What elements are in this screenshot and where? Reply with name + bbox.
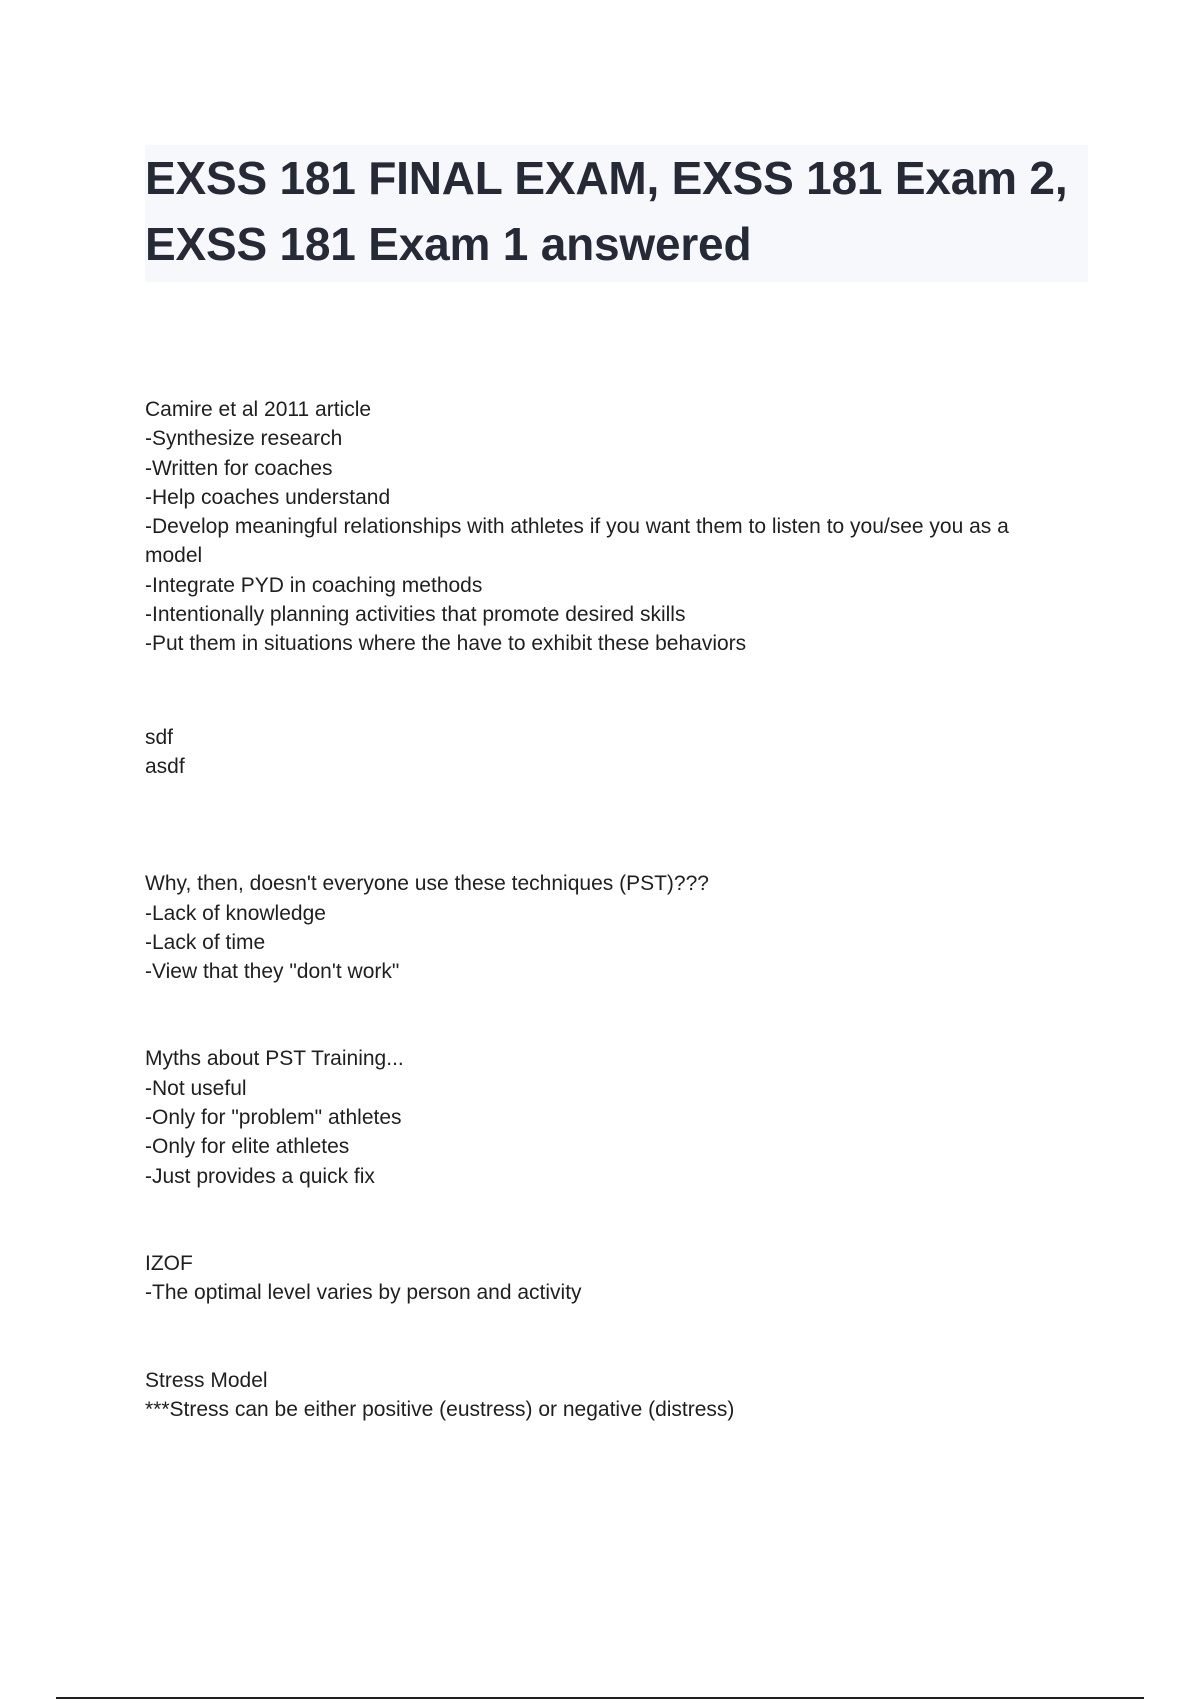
bullet-line: -View that they "don't work"	[145, 960, 400, 984]
bullet-line: -Lack of knowledge	[145, 901, 326, 925]
section-heading: IZOF	[145, 1251, 193, 1275]
section-heading: Myths about PST Training...	[145, 1047, 404, 1071]
document-title	[145, 145, 1088, 277]
section-sdf	[145, 723, 1085, 782]
bullet-line: -The optimal level varies by person and activity	[145, 1281, 582, 1305]
bullet-line: -Help coaches understand	[145, 485, 391, 509]
section-heading: sdf	[145, 725, 174, 749]
title-block	[145, 145, 1088, 282]
section-izof	[145, 1249, 1085, 1308]
body-line: asdf	[145, 754, 185, 778]
footer-divider	[56, 1697, 1144, 1699]
document-title-line: EXSS 181 FINAL EXAM, EXSS 181 Exam 2,	[145, 152, 1068, 204]
bullet-line: -Integrate PYD in coaching methods	[145, 573, 483, 597]
body-line: ***Stress can be either positive (eustress) or negative (distress)	[145, 1397, 735, 1421]
section-heading: Stress Model	[145, 1368, 268, 1392]
bullet-line: -Lack of time	[145, 930, 266, 954]
section-why-pst	[145, 869, 1085, 986]
bullet-line: -Written for coaches	[145, 456, 333, 480]
bullet-line: model	[145, 544, 203, 568]
bullet-line: -Synthesize research	[145, 427, 343, 451]
bullet-line: -Intentionally planning activities that promote desired skills	[145, 603, 686, 627]
bullet-line: -Not useful	[145, 1076, 247, 1100]
bullet-line: -Develop meaningful relationships with athletes if you want them to listen to you/see you as a	[145, 515, 1009, 539]
document-body	[145, 395, 1085, 1424]
bullet-line: -Only for elite athletes	[145, 1135, 350, 1159]
section-camire-article	[145, 395, 1085, 659]
section-heading: Why, then, doesn't everyone use these techniques (PST)???	[145, 872, 709, 896]
section-heading: Camire et al 2011 article	[145, 398, 372, 421]
bullet-line: -Put them in situations where the have to exhibit these behaviors	[145, 632, 747, 656]
bullet-line: -Just provides a quick fix	[145, 1164, 375, 1188]
document-title-line: EXSS 181 Exam 1 answered	[145, 218, 752, 270]
bullet-line: -Only for "problem" athletes	[145, 1106, 402, 1130]
section-pst-myths	[145, 1044, 1085, 1190]
section-stress-model	[145, 1366, 1085, 1425]
